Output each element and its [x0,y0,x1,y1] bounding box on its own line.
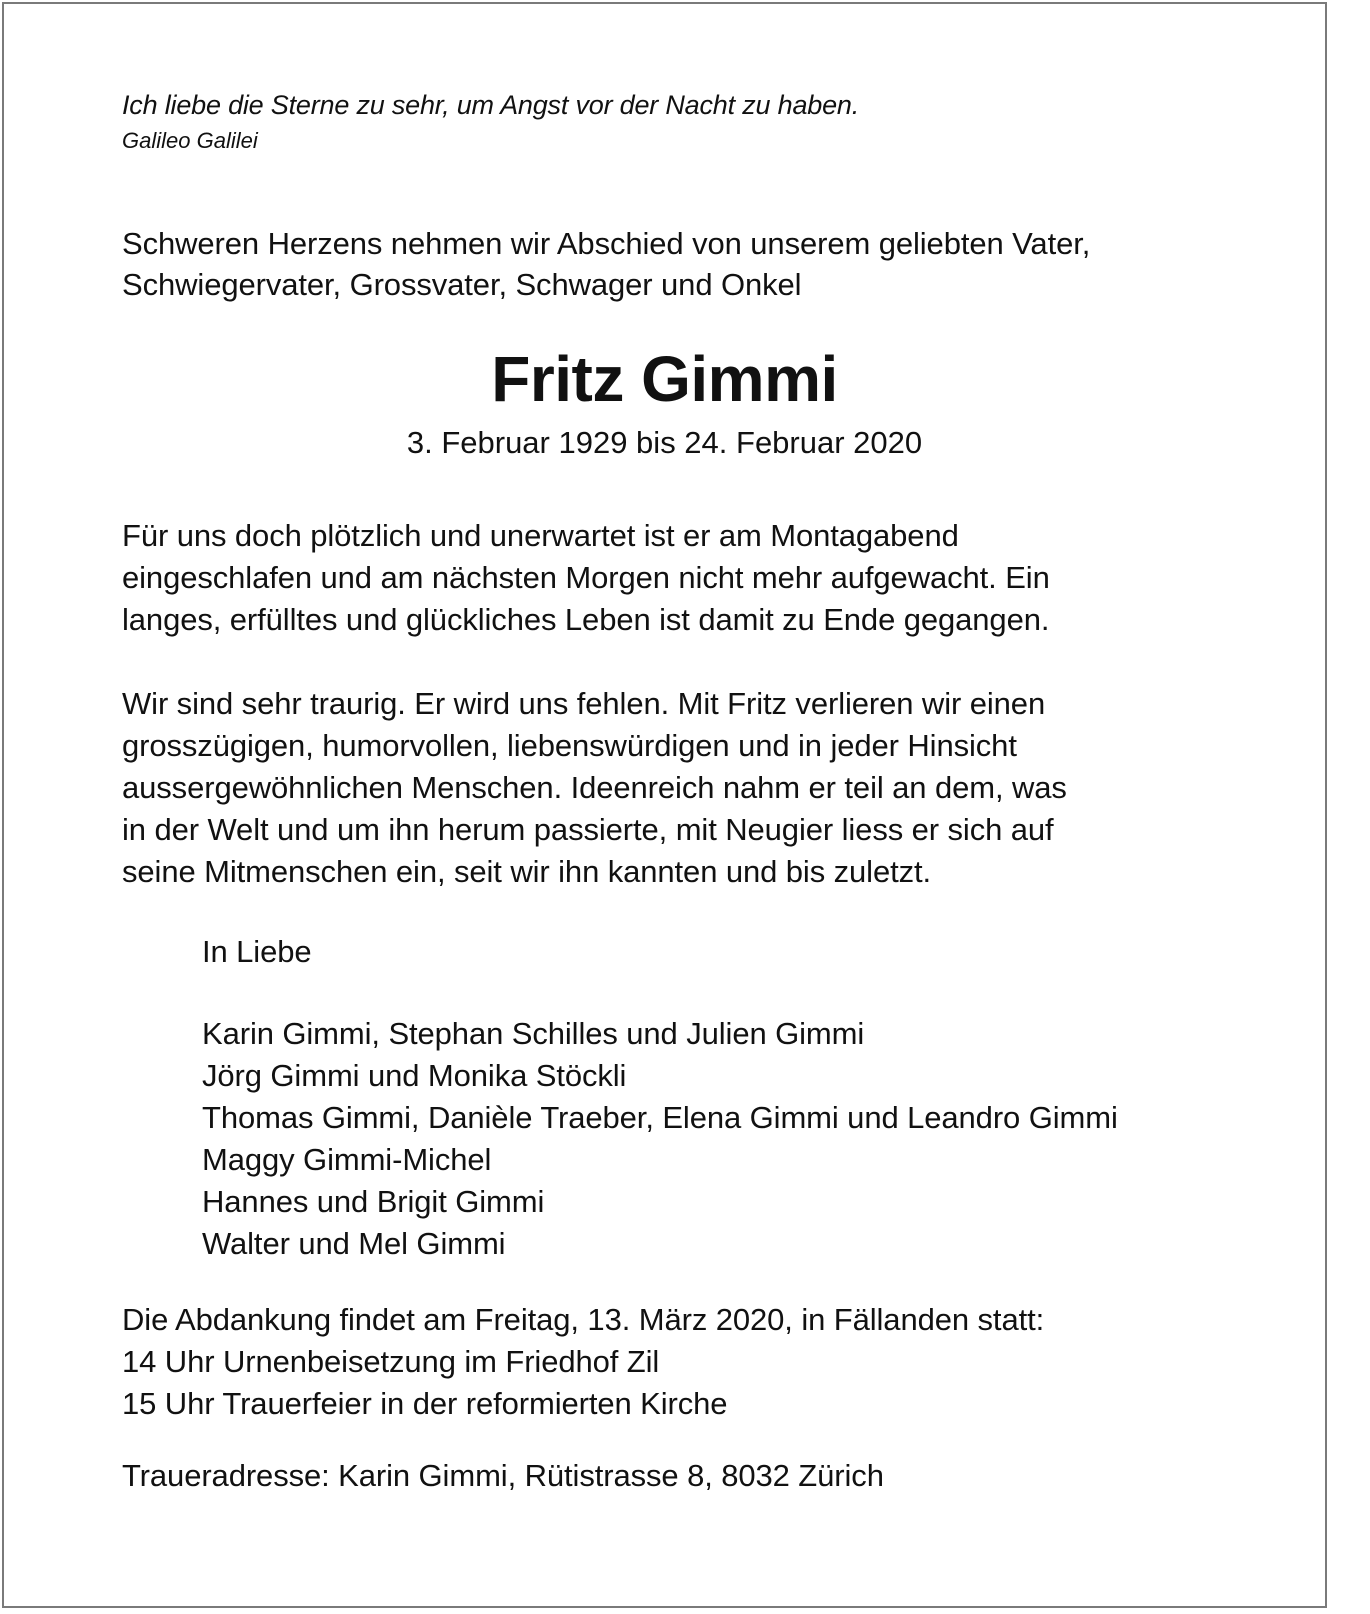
mourner-line: Thomas Gimmi, Danièle Traeber, Elena Gimmi und Leandro Gimmi [202,1100,1118,1135]
obituary-content [4,4,1325,1606]
mourner-line: Maggy Gimmi-Michel [202,1142,492,1177]
quote-author: Galileo Galilei [122,128,258,153]
paragraph-line: eingeschlafen und am nächsten Morgen nicht mehr aufgewacht. Ein [122,560,1050,595]
mourner-line: Walter und Mel Gimmi [202,1226,506,1261]
paragraph-line: aussergewöhnlichen Menschen. Ideenreich nahm er teil an dem, was [122,770,1067,805]
deceased-dates: 3. Februar 1929 bis 24. Februar 2020 [406,425,923,460]
mourner-line: Jörg Gimmi und Monika Stöckli [202,1058,627,1093]
mourner-line: Hannes und Brigit Gimmi [202,1184,545,1219]
quote-text: Ich liebe die Sterne zu sehr, um Angst vor der Nacht zu haben. [122,90,860,120]
mourning-address: Traueradresse: Karin Gimmi, Rütistrasse 8, 8032 Zürich [122,1458,884,1493]
paragraph-line: Wir sind sehr traurig. Er wird uns fehlen. Mit Fritz verlieren wir einen [122,686,1046,721]
obituary-frame [2,2,1327,1608]
paragraph-line: in der Welt und um ihn herum passierte, mit Neugier liess er sich auf [122,812,1054,847]
service-line: 15 Uhr Trauerfeier in der reformierten Kirche [122,1386,728,1421]
paragraph-line: seine Mitmenschen ein, seit wir ihn kannten und bis zuletzt. [122,854,932,889]
service-line: Die Abdankung findet am Freitag, 13. März 2020, in Fällanden statt: [122,1302,1045,1337]
paragraph-line: langes, erfülltes und glückliches Leben ist damit zu Ende gegangen. [122,602,1050,637]
deceased-name: Fritz Gimmi [491,343,838,415]
mourner-line: Karin Gimmi, Stephan Schilles und Julien Gimmi [202,1016,865,1051]
paragraph-line: grosszügigen, humorvollen, liebenswürdigen und in jeder Hinsicht [122,728,1017,763]
paragraph-line: Für uns doch plötzlich und unerwartet ist er am Montagabend [122,518,959,553]
intro-line: Schwiegervater, Grossvater, Schwager und Onkel [122,267,802,302]
intro-line: Schweren Herzens nehmen wir Abschied von unserem geliebten Vater, [122,226,1091,261]
closing-text: In Liebe [202,934,312,969]
service-line: 14 Uhr Urnenbeisetzung im Friedhof Zil [122,1344,660,1379]
